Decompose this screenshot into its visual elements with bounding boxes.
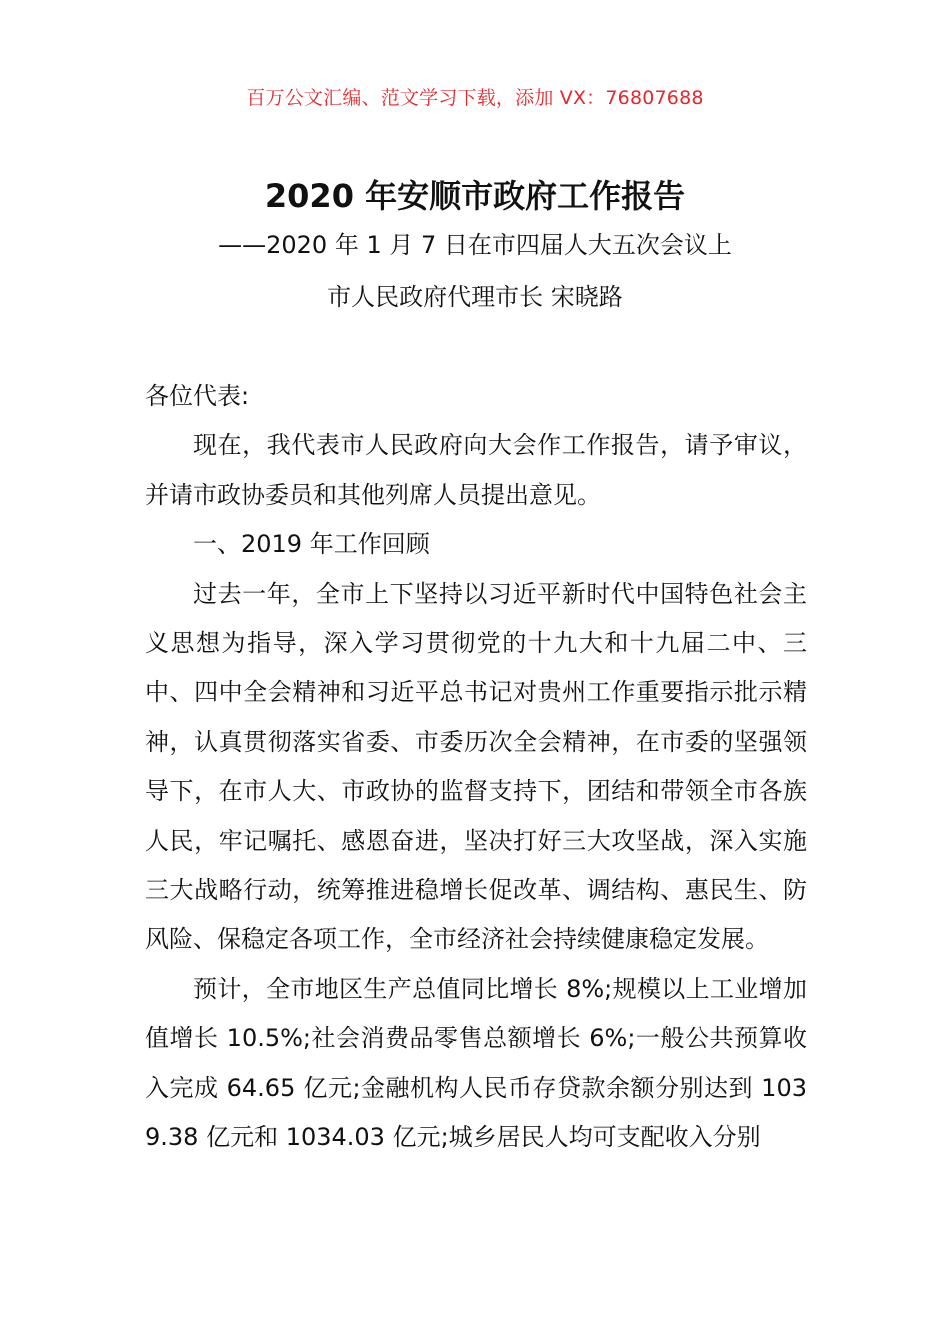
section-heading-review: 一、2019 年工作回顾	[193, 530, 430, 559]
document-subtitle-author: 市人民政府代理市长 宋晓路	[327, 283, 623, 311]
paragraph-review-summary: 过去一年，全市上下坚持以习近平新时代中国特色社会主义思想为指导，深入学习贯彻党的十九大和十九届二中、三中、四中全会精神和习近平总书记对贵州工作重要指示批示精神，认真贯彻落实省委、市委历次全会精神，在市委的坚强领导下，在市人大、市政协的监督支持下，团结和带领全市各族人民，牢记嘱托、感恩奋进，坚决打好三大攻坚战，深入实施三大战略行动，统筹推进稳增长促改革、调结构、惠民生、防风险、保稳定各项工作，全市经济社会持续健康稳定发展。	[145, 579, 807, 954]
salutation: 各位代表:	[145, 382, 250, 410]
document-body	[145, 372, 807, 1163]
promo-header-note: 百万公文汇编、范文学习下载，添加 VX：76807688	[246, 87, 704, 109]
document-subtitle-occasion: ——2020 年 1 月 7 日在市四届人大五次会议上	[218, 231, 732, 259]
paragraph-opening: 现在，我代表市人民政府向大会作工作报告，请予审议，并请市政协委员和其他列席人员提出意见。	[145, 431, 807, 509]
document-title: 2020 年安顺市政府工作报告	[264, 177, 686, 215]
paragraph-economic-figures: 预计，全市地区生产总值同比增长 8%;规模以上工业增加值增长 10.5%;社会消费品零售总额增长 6%;一般公共预算收入完成 64.65 亿元;金融机构人民币存贷款余额分别达到 1039.38 亿元和 1034.03 亿元;城乡居民人均可支配收入分别	[145, 974, 807, 1152]
